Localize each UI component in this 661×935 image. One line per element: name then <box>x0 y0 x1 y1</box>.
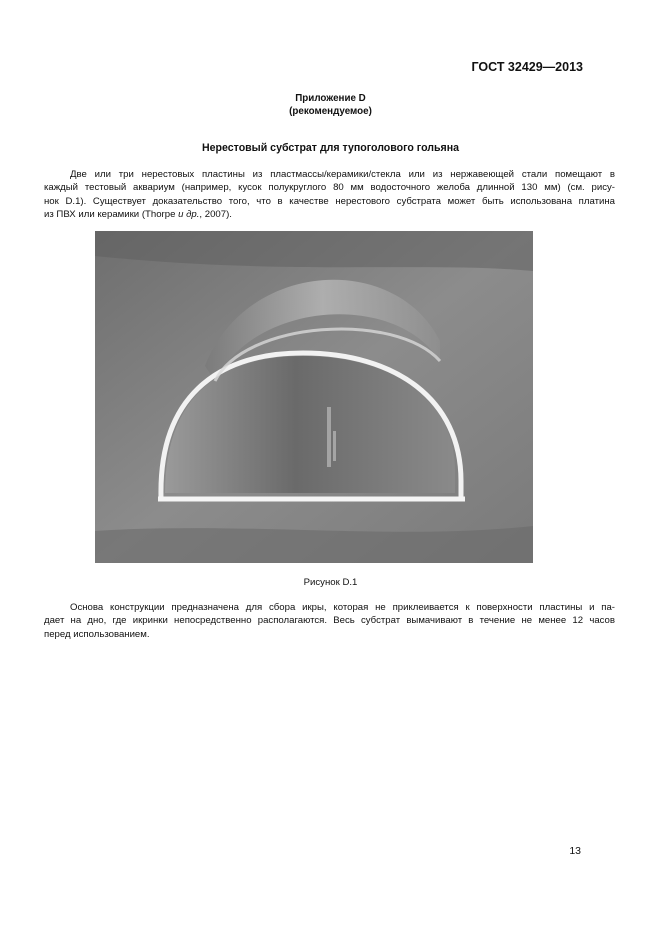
appendix-title: Приложение D <box>295 93 366 104</box>
citation-italic: и др. <box>178 209 200 221</box>
paragraph-line: Две или три нерестовых пластины из пластмассы/керамики/стекла или из нержавеющей стали помещают в <box>70 169 615 180</box>
substrate-photo-illustration <box>95 231 533 563</box>
standard-code: ГОСТ 32429—2013 <box>471 60 583 74</box>
figure-caption: Рисунок D.1 <box>303 577 358 588</box>
paragraph-line <box>44 208 615 221</box>
appendix-heading <box>0 92 661 118</box>
paragraph-line: каждый тестовый аквариум (например, кусок полукруглого 80 мм водосточного желоба длинной 130 мм) (см. рису- <box>44 182 615 194</box>
paragraph-line: перед использованием. <box>44 628 150 640</box>
paragraph-line: дает на дно, где икринки непосредственно располагаются. Весь субстрат вымачивают в течение не менее 12 часов <box>44 615 615 627</box>
section-title: Нерестовый субстрат для тупоголового гольяна <box>201 142 459 154</box>
paragraph-line-start: из ПВХ или керамики (Thorpe <box>44 209 179 221</box>
paragraph-line-end: , 2007). <box>199 209 232 221</box>
paragraph-line: нок D.1). Существует доказательство того, что в качестве нерестового субстрата может быть использована платина <box>44 195 615 207</box>
paragraph-design <box>44 601 615 641</box>
paragraph-line: Основа конструкции предназначена для сбора икры, которая не приклеивается к поверхности пластины и па- <box>70 602 615 613</box>
appendix-status: (рекомендуемое) <box>289 106 372 117</box>
paragraph-intro <box>44 168 615 222</box>
page-number: 13 <box>569 845 581 857</box>
figure-photo <box>95 231 533 563</box>
